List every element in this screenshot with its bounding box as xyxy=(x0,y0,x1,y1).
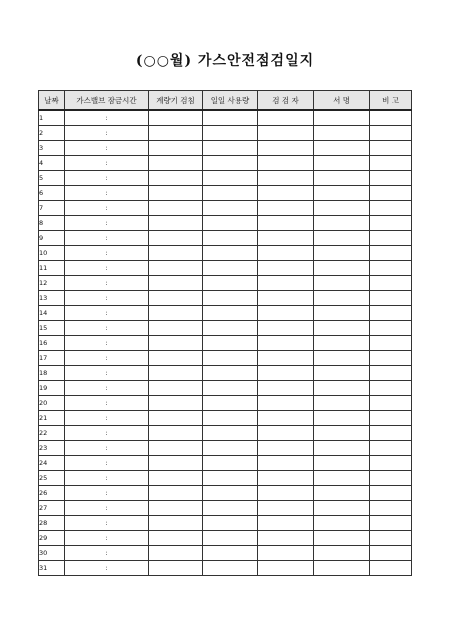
valve-lock-time-cell[interactable]: : xyxy=(65,246,149,261)
meter-reading-cell[interactable] xyxy=(149,336,203,351)
signature-cell[interactable] xyxy=(314,336,370,351)
day-cell: 29 xyxy=(39,531,65,546)
signature-cell[interactable] xyxy=(314,216,370,231)
day-cell: 14 xyxy=(39,306,65,321)
signature-cell[interactable] xyxy=(314,471,370,486)
day-cell: 6 xyxy=(39,186,65,201)
meter-reading-cell[interactable] xyxy=(149,471,203,486)
signature-cell[interactable] xyxy=(314,366,370,381)
remarks-cell[interactable] xyxy=(370,201,412,216)
remarks-cell[interactable] xyxy=(370,291,412,306)
meter-reading-cell[interactable] xyxy=(149,141,203,156)
meter-reading-cell[interactable] xyxy=(149,201,203,216)
inspector-cell[interactable] xyxy=(258,531,314,546)
daily-usage-cell[interactable] xyxy=(203,531,258,546)
log-row xyxy=(39,456,412,471)
log-row xyxy=(39,561,412,576)
inspector-cell[interactable] xyxy=(258,366,314,381)
inspector-cell[interactable] xyxy=(258,381,314,396)
remarks-cell[interactable] xyxy=(370,231,412,246)
meter-reading-cell[interactable] xyxy=(149,501,203,516)
signature-cell[interactable] xyxy=(314,171,370,186)
signature-cell[interactable] xyxy=(314,321,370,336)
header-daily-usage: 일일 사용량 xyxy=(203,91,258,111)
day-cell: 26 xyxy=(39,486,65,501)
remarks-cell[interactable] xyxy=(370,396,412,411)
remarks-cell[interactable] xyxy=(370,126,412,141)
log-row xyxy=(39,291,412,306)
signature-cell[interactable] xyxy=(314,441,370,456)
daily-usage-cell[interactable] xyxy=(203,171,258,186)
daily-usage-cell[interactable] xyxy=(203,381,258,396)
daily-usage-cell[interactable] xyxy=(203,246,258,261)
valve-lock-time-cell[interactable]: : xyxy=(65,291,149,306)
signature-cell[interactable] xyxy=(314,381,370,396)
remarks-cell[interactable] xyxy=(370,261,412,276)
day-cell: 17 xyxy=(39,351,65,366)
meter-reading-cell[interactable] xyxy=(149,426,203,441)
log-row xyxy=(39,276,412,291)
remarks-cell[interactable] xyxy=(370,501,412,516)
log-row xyxy=(39,396,412,411)
signature-cell[interactable] xyxy=(314,516,370,531)
signature-cell[interactable] xyxy=(314,126,370,141)
meter-reading-cell[interactable] xyxy=(149,486,203,501)
valve-lock-time-cell[interactable]: : xyxy=(65,261,149,276)
valve-lock-time-cell[interactable]: : xyxy=(65,561,149,576)
meter-reading-cell[interactable] xyxy=(149,156,203,171)
day-cell: 23 xyxy=(39,441,65,456)
header-date: 날짜 xyxy=(39,91,65,111)
signature-cell[interactable] xyxy=(314,141,370,156)
daily-usage-cell[interactable] xyxy=(203,141,258,156)
daily-usage-cell[interactable] xyxy=(203,126,258,141)
remarks-cell[interactable] xyxy=(370,561,412,576)
log-row xyxy=(39,141,412,156)
meter-reading-cell[interactable] xyxy=(149,396,203,411)
daily-usage-cell[interactable] xyxy=(203,366,258,381)
signature-cell[interactable] xyxy=(314,396,370,411)
valve-lock-time-cell[interactable]: : xyxy=(65,516,149,531)
valve-lock-time-cell[interactable]: : xyxy=(65,531,149,546)
valve-lock-time-cell[interactable]: : xyxy=(65,276,149,291)
header-meter-reading: 계량기 검침 xyxy=(149,91,203,111)
log-row xyxy=(39,306,412,321)
day-cell: 9 xyxy=(39,231,65,246)
log-row xyxy=(39,351,412,366)
daily-usage-cell[interactable] xyxy=(203,110,258,126)
valve-lock-time-cell[interactable]: : xyxy=(65,426,149,441)
inspector-cell[interactable] xyxy=(258,141,314,156)
daily-usage-cell[interactable] xyxy=(203,156,258,171)
day-cell: 7 xyxy=(39,201,65,216)
log-row xyxy=(39,516,412,531)
inspector-cell[interactable] xyxy=(258,411,314,426)
daily-usage-cell[interactable] xyxy=(203,201,258,216)
gas-safety-log-table xyxy=(38,90,412,576)
page-title: (○○월) 가스안전점검일지 xyxy=(135,53,315,69)
daily-usage-cell[interactable] xyxy=(203,516,258,531)
daily-usage-cell[interactable] xyxy=(203,561,258,576)
signature-cell[interactable] xyxy=(314,561,370,576)
meter-reading-cell[interactable] xyxy=(149,261,203,276)
log-row xyxy=(39,246,412,261)
day-cell: 21 xyxy=(39,411,65,426)
remarks-cell[interactable] xyxy=(370,306,412,321)
inspector-cell[interactable] xyxy=(258,110,314,126)
day-cell: 18 xyxy=(39,366,65,381)
valve-lock-time-cell[interactable]: : xyxy=(65,381,149,396)
valve-lock-time-cell[interactable]: : xyxy=(65,456,149,471)
daily-usage-cell[interactable] xyxy=(203,486,258,501)
meter-reading-cell[interactable] xyxy=(149,291,203,306)
signature-cell[interactable] xyxy=(314,486,370,501)
inspector-cell[interactable] xyxy=(258,426,314,441)
meter-reading-cell[interactable] xyxy=(149,231,203,246)
log-row xyxy=(39,486,412,501)
remarks-cell[interactable] xyxy=(370,186,412,201)
valve-lock-time-cell[interactable]: : xyxy=(65,141,149,156)
log-row xyxy=(39,366,412,381)
meter-reading-cell[interactable] xyxy=(149,110,203,126)
signature-cell[interactable] xyxy=(314,426,370,441)
daily-usage-cell[interactable] xyxy=(203,216,258,231)
log-row xyxy=(39,441,412,456)
log-row xyxy=(39,126,412,141)
day-cell: 13 xyxy=(39,291,65,306)
log-row xyxy=(39,216,412,231)
header-inspector: 검 검 자 xyxy=(258,91,314,111)
signature-cell[interactable] xyxy=(314,246,370,261)
remarks-cell[interactable] xyxy=(370,441,412,456)
signature-cell[interactable] xyxy=(314,201,370,216)
daily-usage-cell[interactable] xyxy=(203,321,258,336)
valve-lock-time-cell[interactable]: : xyxy=(65,306,149,321)
day-cell: 5 xyxy=(39,171,65,186)
inspector-cell[interactable] xyxy=(258,186,314,201)
day-cell: 20 xyxy=(39,396,65,411)
daily-usage-cell[interactable] xyxy=(203,471,258,486)
signature-cell[interactable] xyxy=(314,411,370,426)
log-row xyxy=(39,411,412,426)
inspector-cell[interactable] xyxy=(258,126,314,141)
daily-usage-cell[interactable] xyxy=(203,351,258,366)
remarks-cell[interactable] xyxy=(370,110,412,126)
header-remarks: 비 고 xyxy=(370,91,412,111)
day-cell: 30 xyxy=(39,546,65,561)
inspector-cell[interactable] xyxy=(258,396,314,411)
valve-lock-time-cell[interactable]: : xyxy=(65,546,149,561)
log-row xyxy=(39,201,412,216)
signature-cell[interactable] xyxy=(314,291,370,306)
remarks-cell[interactable] xyxy=(370,471,412,486)
signature-cell[interactable] xyxy=(314,546,370,561)
daily-usage-cell[interactable] xyxy=(203,261,258,276)
meter-reading-cell[interactable] xyxy=(149,546,203,561)
day-cell: 2 xyxy=(39,126,65,141)
daily-usage-cell[interactable] xyxy=(203,336,258,351)
log-row xyxy=(39,336,412,351)
inspector-cell[interactable] xyxy=(258,291,314,306)
inspector-cell[interactable] xyxy=(258,156,314,171)
day-cell: 15 xyxy=(39,321,65,336)
remarks-cell[interactable] xyxy=(370,156,412,171)
log-row xyxy=(39,186,412,201)
remarks-cell[interactable] xyxy=(370,366,412,381)
log-row xyxy=(39,171,412,186)
day-cell: 25 xyxy=(39,471,65,486)
remarks-cell[interactable] xyxy=(370,171,412,186)
day-cell: 10 xyxy=(39,246,65,261)
inspector-cell[interactable] xyxy=(258,216,314,231)
meter-reading-cell[interactable] xyxy=(149,186,203,201)
remarks-cell[interactable] xyxy=(370,246,412,261)
header-valve-lock-time: 가스밸브 잠금시간 xyxy=(65,91,149,111)
remarks-cell[interactable] xyxy=(370,546,412,561)
inspector-cell[interactable] xyxy=(258,231,314,246)
log-row xyxy=(39,501,412,516)
signature-cell[interactable] xyxy=(314,531,370,546)
meter-reading-cell[interactable] xyxy=(149,216,203,231)
valve-lock-time-cell[interactable]: : xyxy=(65,126,149,141)
valve-lock-time-cell[interactable]: : xyxy=(65,411,149,426)
inspector-cell[interactable] xyxy=(258,501,314,516)
inspector-cell[interactable] xyxy=(258,201,314,216)
inspector-cell[interactable] xyxy=(258,471,314,486)
valve-lock-time-cell[interactable]: : xyxy=(65,110,149,126)
valve-lock-time-cell[interactable]: : xyxy=(65,231,149,246)
signature-cell[interactable] xyxy=(314,306,370,321)
valve-lock-time-cell[interactable]: : xyxy=(65,351,149,366)
inspector-cell[interactable] xyxy=(258,516,314,531)
valve-lock-time-cell[interactable]: : xyxy=(65,216,149,231)
signature-cell[interactable] xyxy=(314,231,370,246)
daily-usage-cell[interactable] xyxy=(203,426,258,441)
day-cell: 16 xyxy=(39,336,65,351)
remarks-cell[interactable] xyxy=(370,216,412,231)
remarks-cell[interactable] xyxy=(370,516,412,531)
meter-reading-cell[interactable] xyxy=(149,321,203,336)
remarks-cell[interactable] xyxy=(370,411,412,426)
meter-reading-cell[interactable] xyxy=(149,171,203,186)
inspector-cell[interactable] xyxy=(258,456,314,471)
inspector-cell[interactable] xyxy=(258,261,314,276)
meter-reading-cell[interactable] xyxy=(149,276,203,291)
valve-lock-time-cell[interactable]: : xyxy=(65,201,149,216)
inspector-cell[interactable] xyxy=(258,171,314,186)
signature-cell[interactable] xyxy=(314,456,370,471)
valve-lock-time-cell[interactable]: : xyxy=(65,486,149,501)
remarks-cell[interactable] xyxy=(370,276,412,291)
valve-lock-time-cell[interactable]: : xyxy=(65,471,149,486)
remarks-cell[interactable] xyxy=(370,351,412,366)
meter-reading-cell[interactable] xyxy=(149,126,203,141)
meter-reading-cell[interactable] xyxy=(149,246,203,261)
inspector-cell[interactable] xyxy=(258,561,314,576)
day-cell: 8 xyxy=(39,216,65,231)
meter-reading-cell[interactable] xyxy=(149,456,203,471)
log-row xyxy=(39,261,412,276)
day-cell: 31 xyxy=(39,561,65,576)
log-row xyxy=(39,531,412,546)
valve-lock-time-cell[interactable]: : xyxy=(65,321,149,336)
daily-usage-cell[interactable] xyxy=(203,546,258,561)
meter-reading-cell[interactable] xyxy=(149,306,203,321)
meter-reading-cell[interactable] xyxy=(149,351,203,366)
day-cell: 27 xyxy=(39,501,65,516)
daily-usage-cell[interactable] xyxy=(203,441,258,456)
remarks-cell[interactable] xyxy=(370,321,412,336)
day-cell: 22 xyxy=(39,426,65,441)
remarks-cell[interactable] xyxy=(370,381,412,396)
inspector-cell[interactable] xyxy=(258,351,314,366)
meter-reading-cell[interactable] xyxy=(149,381,203,396)
log-row xyxy=(39,231,412,246)
inspector-cell[interactable] xyxy=(258,246,314,261)
daily-usage-cell[interactable] xyxy=(203,396,258,411)
signature-cell[interactable] xyxy=(314,276,370,291)
valve-lock-time-cell[interactable]: : xyxy=(65,366,149,381)
meter-reading-cell[interactable] xyxy=(149,366,203,381)
daily-usage-cell[interactable] xyxy=(203,186,258,201)
inspector-cell[interactable] xyxy=(258,306,314,321)
signature-cell[interactable] xyxy=(314,501,370,516)
log-row xyxy=(39,471,412,486)
day-cell: 1 xyxy=(39,110,65,126)
daily-usage-cell[interactable] xyxy=(203,306,258,321)
valve-lock-time-cell[interactable]: : xyxy=(65,441,149,456)
log-row xyxy=(39,426,412,441)
signature-cell[interactable] xyxy=(314,110,370,126)
inspector-cell[interactable] xyxy=(258,546,314,561)
inspector-cell[interactable] xyxy=(258,336,314,351)
valve-lock-time-cell[interactable]: : xyxy=(65,336,149,351)
meter-reading-cell[interactable] xyxy=(149,531,203,546)
inspector-cell[interactable] xyxy=(258,276,314,291)
daily-usage-cell[interactable] xyxy=(203,231,258,246)
day-cell: 24 xyxy=(39,456,65,471)
inspector-cell[interactable] xyxy=(258,486,314,501)
log-row xyxy=(39,110,412,126)
signature-cell[interactable] xyxy=(314,186,370,201)
inspector-cell[interactable] xyxy=(258,441,314,456)
day-cell: 4 xyxy=(39,156,65,171)
log-body xyxy=(39,110,412,576)
daily-usage-cell[interactable] xyxy=(203,501,258,516)
meter-reading-cell[interactable] xyxy=(149,561,203,576)
meter-reading-cell[interactable] xyxy=(149,411,203,426)
meter-reading-cell[interactable] xyxy=(149,516,203,531)
daily-usage-cell[interactable] xyxy=(203,411,258,426)
header-row xyxy=(39,91,412,111)
valve-lock-time-cell[interactable]: : xyxy=(65,171,149,186)
daily-usage-cell[interactable] xyxy=(203,276,258,291)
valve-lock-time-cell[interactable]: : xyxy=(65,396,149,411)
signature-cell[interactable] xyxy=(314,261,370,276)
log-row xyxy=(39,321,412,336)
valve-lock-time-cell[interactable]: : xyxy=(65,501,149,516)
day-cell: 19 xyxy=(39,381,65,396)
header-signature: 서 명 xyxy=(314,91,370,111)
remarks-cell[interactable] xyxy=(370,426,412,441)
signature-cell[interactable] xyxy=(314,351,370,366)
remarks-cell[interactable] xyxy=(370,141,412,156)
day-cell: 3 xyxy=(39,141,65,156)
remarks-cell[interactable] xyxy=(370,456,412,471)
remarks-cell[interactable] xyxy=(370,336,412,351)
inspector-cell[interactable] xyxy=(258,321,314,336)
valve-lock-time-cell[interactable]: : xyxy=(65,186,149,201)
day-cell: 12 xyxy=(39,276,65,291)
remarks-cell[interactable] xyxy=(370,531,412,546)
log-row xyxy=(39,381,412,396)
day-cell: 11 xyxy=(39,261,65,276)
log-row xyxy=(39,546,412,561)
log-row xyxy=(39,156,412,171)
daily-usage-cell[interactable] xyxy=(203,456,258,471)
signature-cell[interactable] xyxy=(314,156,370,171)
daily-usage-cell[interactable] xyxy=(203,291,258,306)
remarks-cell[interactable] xyxy=(370,486,412,501)
meter-reading-cell[interactable] xyxy=(149,441,203,456)
day-cell: 28 xyxy=(39,516,65,531)
valve-lock-time-cell[interactable]: : xyxy=(65,156,149,171)
